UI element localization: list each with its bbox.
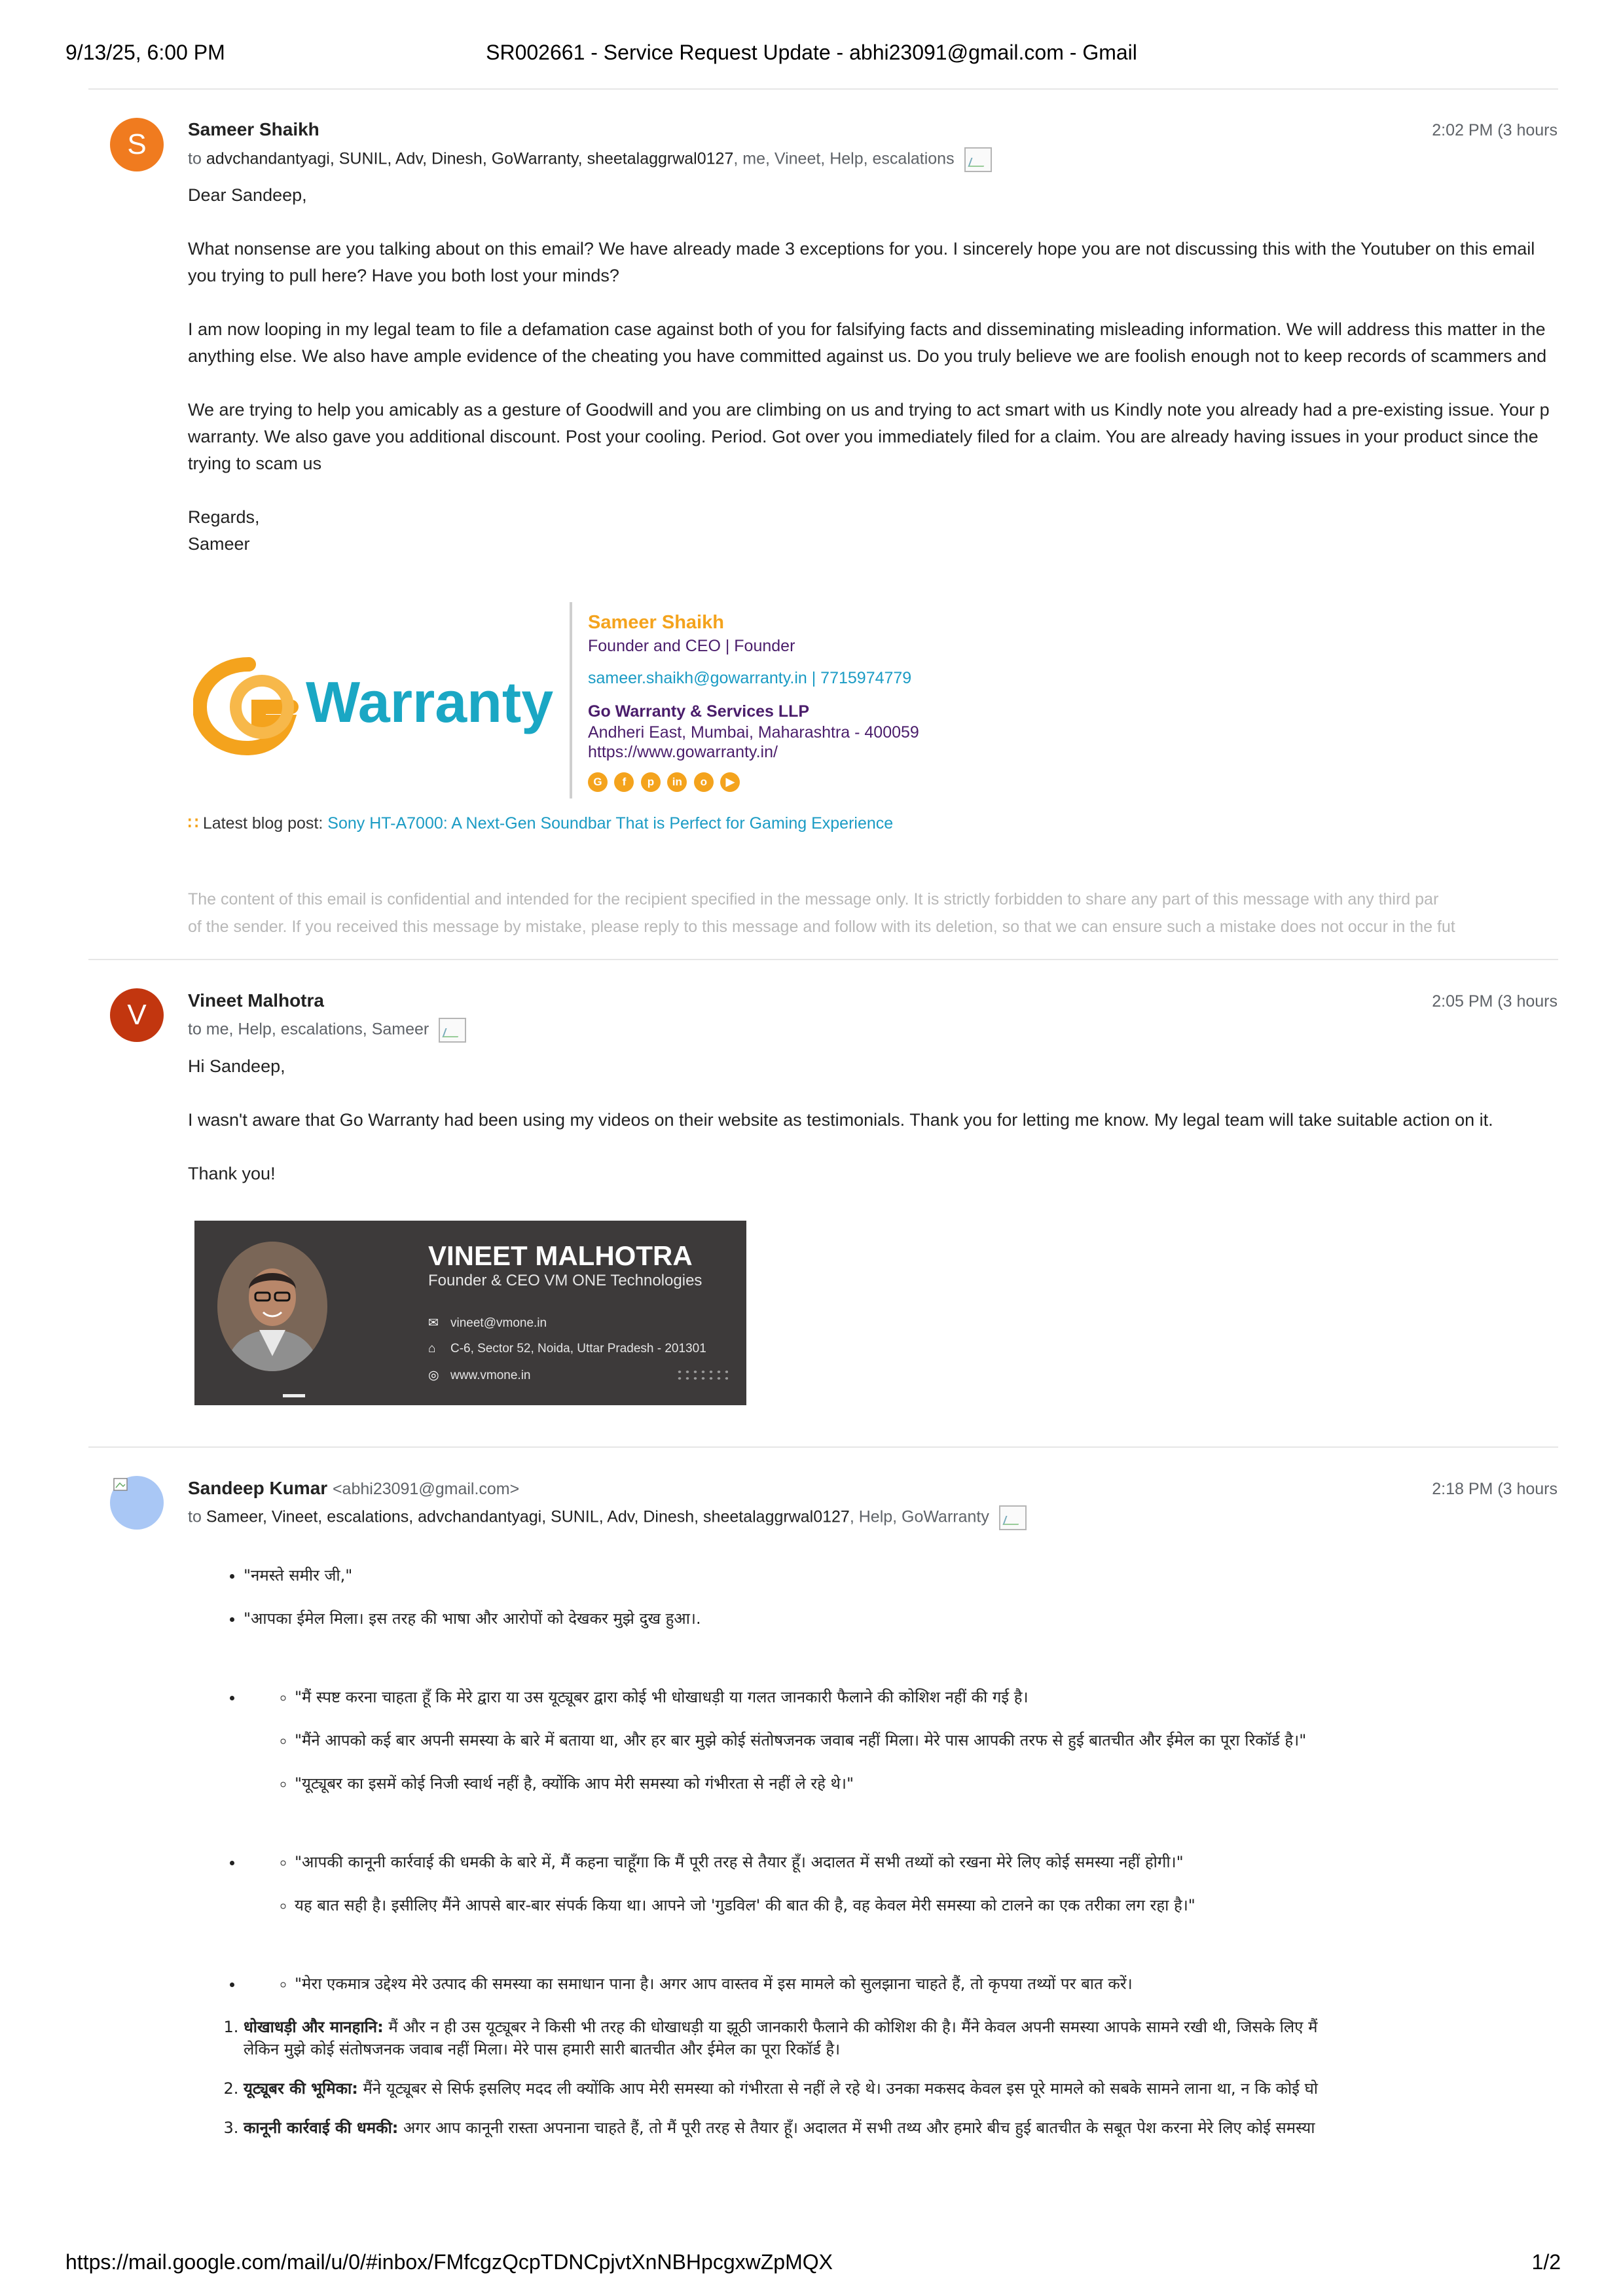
vineet-signature-card (194, 1221, 746, 1405)
disclaimer-line: of the sender. If you received this message by mistake, please reply to this message and follow with its deletion, so that we can ensure such a mistake does not occur in the fut (188, 918, 1455, 936)
divider (88, 1446, 1558, 1448)
item-text: मैं और न ही उस यूट्यूबर ने किसी भी तरह की धोखाधड़ी या झूठी जानकारी फैलाने की कोशिश की है। मैंने केवल अपनी समस्या आपके सामने रखी थी, जिसके लिए मैं (383, 2018, 1318, 2036)
sender-name[interactable]: Sameer Shaikh (188, 119, 319, 139)
sender-email: <abhi23091@gmail.com> (332, 1480, 520, 1498)
broken-image-icon (110, 1476, 164, 1530)
greeting: Hi Sandeep, (188, 1056, 285, 1076)
sender-name[interactable]: Vineet Malhotra (188, 990, 324, 1011)
paragraph-line: warranty. We also gave you additional discount. Post your cooling. Period. Got over you immediately filed for a claim. You are already having issues in your product since the (188, 427, 1539, 446)
recipients-list: Sameer, Vineet, escalations, advchandantyagi, SUNIL, Adv, Dinesh, sheetalaggrwal0127 (206, 1507, 850, 1526)
card-underline (283, 1394, 305, 1397)
numbered-list (188, 2016, 1558, 2139)
google-icon[interactable]: G (588, 772, 608, 792)
paragraph-line: We are trying to help you amicably as a gesture of Goodwill and you are climbing on us and trying to act smart with us Kindly note you already had a pre-existing issue. Your p (188, 400, 1550, 420)
instagram-icon[interactable]: o (694, 772, 714, 792)
page-number: 1/2 (1531, 2250, 1561, 2274)
latest-blog-post (188, 814, 893, 833)
sub-list (244, 1686, 1558, 1795)
recipients-list-more: , me, Vineet, Help, escalations (733, 149, 955, 168)
mail-icon: ✉ (428, 1316, 439, 1330)
sender-name-text: Sandeep Kumar (188, 1478, 328, 1498)
profile-photo (217, 1242, 327, 1371)
paragraph-line: anything else. We also have ample evidence of the cheating you have committed against us. Do you truly believe we are foolish enough not to keep records of scammers and (188, 346, 1547, 366)
blog-label: Latest blog post: (202, 814, 323, 833)
recipients-list: advchandantyagi, SUNIL, Adv, Dinesh, GoWarranty, sheetalaggrwal0127 (206, 149, 734, 168)
disclaimer-line: The content of this email is confidential and intended for the recipient specified in the message only. It is strictly forbidden to share any part of this message with any third par (188, 890, 1439, 908)
item-title: कानूनी कार्रवाई की धमकी: (244, 2119, 399, 2137)
item-text: अगर आप कानूनी रास्ता अपनाना चाहते हैं, तो मैं पूरी तरह से तैयार हूँ। अदालत में सभी तथ्य और हमारे बीच हुई बातचीत के सबूत पेश करना मेरे लिए कोई समस्या (398, 2119, 1315, 2137)
card-web (428, 1368, 531, 1383)
divider (88, 959, 1558, 960)
go-mark-icon (200, 664, 291, 748)
list-item: • "नमस्ते समीर जी," (244, 1564, 1558, 1587)
card-role: Founder & CEO VM ONE Technologies (428, 1272, 702, 1289)
recipients[interactable] (188, 1018, 466, 1043)
card-web-text: www.vmone.in (450, 1369, 531, 1382)
list-item: • "आपका ईमेल मिला। इस तरह की भाषा और आरोपों को देखकर मुझे दुख हुआ।. (244, 1607, 1558, 1630)
dot-pattern (676, 1369, 728, 1382)
card-email-text: vineet@vmone.in (450, 1316, 547, 1330)
greeting: Dear Sandeep, (188, 185, 307, 205)
message-time[interactable]: 2:18 PM (3 hours (1432, 1480, 1558, 1498)
signoff: Sameer (188, 534, 250, 554)
item-title: यूट्यूबर की भूमिका: (244, 2079, 358, 2098)
linkedin-icon[interactable]: in (667, 772, 687, 792)
thanks: Thank you! (188, 1164, 276, 1183)
signature-role: Founder and CEO | Founder (588, 637, 795, 655)
broken-image-icon[interactable] (964, 147, 992, 172)
signature-address: Andheri East, Mumbai, Maharashtra - 400059 (588, 723, 919, 742)
message-body (188, 1564, 1558, 2156)
card-address (428, 1342, 706, 1356)
list-item (244, 1937, 1558, 1995)
divider (88, 88, 1558, 90)
bullet-list (188, 1564, 1558, 1995)
recipients[interactable] (188, 1505, 1027, 1530)
print-url: https://mail.google.com/mail/u/0/#inbox/FMfcgzQcpTDNCpjvtXnNBHpcgxwZpMQX (65, 2250, 833, 2274)
youtube-icon[interactable]: ▶ (720, 772, 740, 792)
message-body (188, 182, 1558, 558)
signature-website-link[interactable]: https://www.gowarranty.in/ (588, 743, 778, 761)
broken-image-icon[interactable] (439, 1018, 466, 1043)
list-item (244, 1651, 1558, 1795)
print-date: 9/13/25, 6:00 PM (65, 41, 225, 64)
recipients-prefix: to (188, 1507, 202, 1526)
rss-icon: ∷ (188, 814, 198, 833)
list-item: ◦ "यूट्यूबर का इसमें कोई निजी स्वार्थ नहीं है, क्योंकि आप मेरी समस्या को गंभीरता से नहीं ले रहे थे।" (295, 1772, 1558, 1795)
home-icon: ⌂ (428, 1342, 436, 1355)
list-item: ◦ • "आपकी कानूनी कार्रवाई की धमकी के बारे में, मैं कहना चाहूँगा कि मैं पूरी तरह से तैयार हूँ। अदालत में सभी तथ्यों को रखना मेरे लिए कोई समस्या नहीं होगी।" (295, 1851, 1558, 1873)
pinterest-icon[interactable]: p (641, 772, 661, 792)
paragraph-line: trying to scam us (188, 454, 322, 473)
list-item (244, 2117, 1558, 2139)
social-links (588, 772, 744, 792)
list-item: ◦ यह बात सही है। इसीलिए मैंने आपसे बार-बार संपर्क किया था। आपने जो 'गुडविल' की बात की है, वह केवल मेरी समस्या को टालने का एक तरीका लग रहा है।" (295, 1894, 1558, 1916)
paragraph-line: you trying to pull here? Have you both lost your minds? (188, 266, 619, 285)
broken-image-icon[interactable] (999, 1505, 1027, 1530)
card-address-text: C-6, Sector 52, Noida, Uttar Pradesh - 201301 (450, 1342, 706, 1355)
list-item (244, 1816, 1558, 1916)
signature-divider (570, 602, 572, 798)
item-title: धोखाधड़ी और मानहानि: (244, 2018, 384, 2036)
list-item: ◦ "मैंने आपको कई बार अपनी समस्या के बारे में बताया था, और हर बार मुझे कोई संतोषजनक जवाब नहीं मिला। मेरे पास आपकी तरफ से हुई बातचीत और ईमेल का पूरा रिकॉर्ड है।" (295, 1729, 1558, 1751)
paragraph: I wasn't aware that Go Warranty had been using my videos on their website as testimonials. Thank you for letting me know. My legal team will take suitable action on it. (188, 1110, 1493, 1130)
recipients-list: to me, Help, escalations, Sameer (188, 1020, 429, 1039)
recipients-list-more: , Help, GoWarranty (849, 1507, 989, 1526)
message-time[interactable]: 2:05 PM (3 hours (1432, 992, 1558, 1011)
gowarranty-logo[interactable] (193, 645, 560, 756)
globe-icon: ◎ (428, 1369, 439, 1382)
message-body (188, 1053, 1558, 1214)
regards: Regards, (188, 507, 260, 527)
recipients-prefix: to (188, 149, 202, 168)
sender-name[interactable] (188, 1478, 519, 1499)
logo-text: Warranty (306, 670, 554, 734)
disclaimer (188, 886, 1558, 941)
facebook-icon[interactable]: f (614, 772, 634, 792)
message-time[interactable]: 2:02 PM (3 hours (1432, 121, 1558, 139)
sub-list (244, 1973, 1558, 1995)
signature-contact-link[interactable]: sameer.shaikh@gowarranty.in | 7715974779 (588, 669, 912, 687)
list-item (244, 2077, 1558, 2100)
paragraph-line: I am now looping in my legal team to file a defamation case against both of you for falsifying facts and disseminating misleading information. We will address this matter in the (188, 319, 1546, 339)
card-email (428, 1316, 547, 1331)
list-item (244, 2016, 1558, 2060)
card-name: VINEET MALHOTRA (428, 1240, 693, 1271)
print-title: SR002661 - Service Request Update - abhi23091@gmail.com - Gmail (486, 41, 1137, 64)
paragraph-line: What nonsense are you talking about on this email? We have already made 3 exceptions for you. I sincerely hope you are not discussing this with the Youtuber on this email (188, 239, 1535, 259)
avatar[interactable]: V (110, 988, 164, 1042)
recipients[interactable] (188, 147, 992, 172)
item-text: लेकिन मुझे कोई संतोषजनक जवाब नहीं मिला। मेरे पास हमारी सारी बातचीत और ईमेल का पूरा रिकॉर्ड है। (244, 2040, 841, 2058)
signature-name: Sameer Shaikh (588, 612, 724, 633)
list-item: ◦ • "मेरा एकमात्र उद्देश्य मेरे उत्पाद की समस्या का समाधान पाना है। अगर आप वास्तव में इस मामले को सुलझाना चाहते हैं, तो कृपया तथ्यों पर बात करें। (295, 1973, 1558, 1995)
item-text: मैंने यूट्यूबर से सिर्फ इसलिए मदद ली क्योंकि आप मेरी समस्या को गंभीरता से नहीं ले रहे थे। उनका मकसद केवल इस पूरे मामले को सबके सामने लाना था, न कि कोई घो (357, 2079, 1318, 2098)
signature-company: Go Warranty & Services LLP (588, 702, 810, 721)
avatar[interactable] (110, 1476, 164, 1530)
sub-list (244, 1851, 1558, 1916)
list-item: ◦ • "मैं स्पष्ट करना चाहता हूँ कि मेरे द्वारा या उस यूट्यूबर द्वारा कोई भी धोखाधड़ी या गलत जानकारी फैलाने की कोशिश नहीं की गई है। (295, 1686, 1558, 1708)
avatar[interactable]: S (110, 118, 164, 171)
blog-link[interactable]: Sony HT-A7000: A Next-Gen Soundbar That is Perfect for Gaming Experience (327, 814, 894, 833)
